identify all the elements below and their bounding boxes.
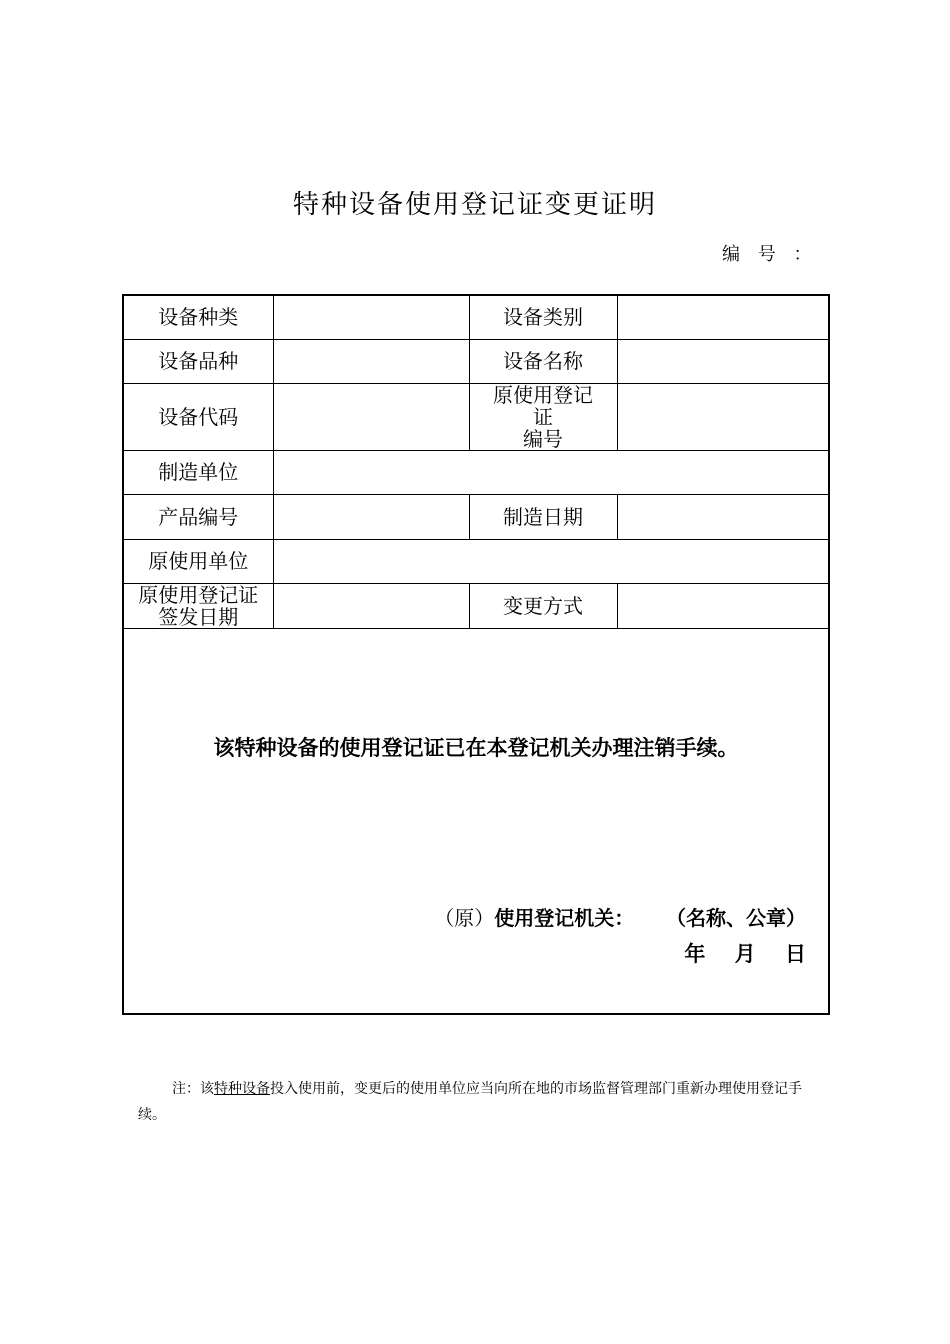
form-row bbox=[123, 339, 829, 383]
authority-label: 使用登记机关： bbox=[494, 905, 635, 930]
device-category-label: 设备类别 bbox=[469, 295, 617, 339]
original-certificate-number-label bbox=[469, 383, 617, 450]
manufacturer-field[interactable] bbox=[273, 450, 829, 494]
statement-cell bbox=[123, 628, 829, 1014]
change-method-field[interactable] bbox=[617, 583, 829, 628]
form-row bbox=[123, 583, 829, 628]
product-number-field[interactable] bbox=[273, 494, 469, 539]
product-number-label: 产品编号 bbox=[123, 494, 273, 539]
original-certificate-date-label-line: 原使用登记证 bbox=[138, 582, 259, 607]
signature-date: 年 月 日 bbox=[684, 941, 806, 966]
cancellation-statement: 该特种设备的使用登记证已在本登记机关办理注销手续。 bbox=[213, 735, 739, 760]
authority-prefix: （原） bbox=[434, 905, 495, 930]
device-category-field[interactable] bbox=[617, 295, 829, 339]
device-variety-field[interactable] bbox=[273, 339, 469, 383]
footnote-prefix: 注：该 bbox=[172, 1081, 214, 1097]
original-user-field[interactable] bbox=[273, 539, 829, 583]
footnote-underlined-term: 特种设备 bbox=[214, 1081, 270, 1097]
device-type-field[interactable] bbox=[273, 295, 469, 339]
original-certificate-number-label-line: 编号 bbox=[523, 426, 563, 451]
original-certificate-date-label bbox=[123, 583, 273, 628]
device-name-label: 设备名称 bbox=[469, 339, 617, 383]
form-row bbox=[123, 494, 829, 539]
device-code-label: 设备代码 bbox=[123, 383, 273, 450]
manufacturer-label: 制造单位 bbox=[123, 450, 273, 494]
form-row bbox=[123, 295, 829, 339]
original-certificate-number-label-line: 证 bbox=[533, 404, 553, 429]
document-title: 特种设备使用登记证变更证明 bbox=[292, 190, 657, 220]
authority-seal-label: （名称、公章） bbox=[666, 905, 806, 930]
serial-number-label: 编 号 ： bbox=[722, 244, 818, 265]
manufacture-date-label: 制造日期 bbox=[469, 494, 617, 539]
original-certificate-date-field[interactable] bbox=[273, 583, 469, 628]
device-variety-label: 设备品种 bbox=[123, 339, 273, 383]
device-code-field[interactable] bbox=[273, 383, 469, 450]
original-user-label: 原使用单位 bbox=[123, 539, 273, 583]
registration-authority bbox=[434, 907, 806, 929]
device-type-label: 设备种类 bbox=[123, 295, 273, 339]
manufacture-date-field[interactable] bbox=[617, 494, 829, 539]
change-certificate-form bbox=[122, 294, 830, 1015]
form-row bbox=[123, 383, 829, 450]
original-certificate-date-label-line: 签发日期 bbox=[158, 604, 239, 629]
device-name-field[interactable] bbox=[617, 339, 829, 383]
original-certificate-number-label-line: 原使用登记 bbox=[493, 382, 593, 407]
original-certificate-number-field[interactable] bbox=[617, 383, 829, 450]
change-method-label: 变更方式 bbox=[469, 583, 617, 628]
statement-row bbox=[123, 628, 829, 1014]
form-row bbox=[123, 539, 829, 583]
footnote bbox=[138, 1076, 828, 1128]
footnote-text: 投入使用前，变更后的使用单位应当向所在地的市场监督管理部门重新办理使用登记手续。 bbox=[138, 1081, 802, 1123]
form-row bbox=[123, 450, 829, 494]
